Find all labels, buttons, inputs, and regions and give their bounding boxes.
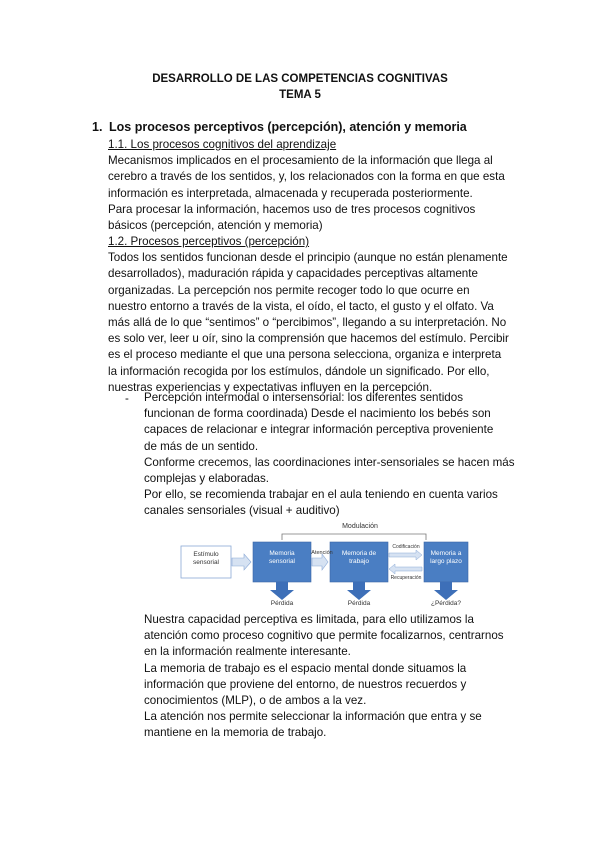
paragraph-line: es el proceso mediante el que una persona selecciona, organiza e interpreta bbox=[108, 348, 502, 362]
paragraph-line: Percepción intermodal o intersensorial: los diferentes sentidos bbox=[144, 391, 463, 404]
memory-model-diagram bbox=[180, 520, 470, 608]
paragraph-line: Todos los sentidos funcionan desde el principio (aunque no están plenamente bbox=[108, 251, 508, 265]
section-title: Los procesos perceptivos (percepción), atención y memoria bbox=[109, 120, 467, 134]
paragraph-line: información es interpretada, almacenada y recuperada posteriormente. bbox=[108, 186, 473, 200]
loss-label-2: Pérdida bbox=[347, 600, 371, 607]
loss-label-1: Pérdida bbox=[270, 600, 294, 607]
stimulus-label-line: Estímulo bbox=[193, 551, 219, 558]
attention-label: Atención bbox=[311, 550, 333, 556]
paragraph-line: conocimientos (MLP), o de ambos a la vez. bbox=[144, 694, 367, 708]
sensory-memory-label bbox=[253, 550, 311, 565]
modulation-bracket bbox=[282, 534, 426, 540]
paragraph-line: mantiene en la memoria de trabajo. bbox=[144, 726, 327, 740]
paragraph-line: información que proviene del entorno, de nuestros recuerdos y bbox=[144, 677, 467, 691]
subsection-heading: 1.2. Procesos perceptivos (percepción) bbox=[108, 235, 310, 248]
subsection-heading: 1.1. Los procesos cognitivos del aprendizaje bbox=[108, 138, 337, 151]
bullet-item bbox=[144, 390, 532, 520]
paragraph-line: organizadas. La percepción nos permite recoger todo lo que ocurre en bbox=[108, 283, 470, 297]
paragraph-line: la información recogida por los estímulos, dándole un significado. Por ello, bbox=[108, 364, 490, 378]
section-heading bbox=[92, 120, 467, 134]
long-term-memory-label bbox=[424, 550, 468, 565]
paragraph-line: Conforme crecemos, las coordinaciones inter-sensoriales se hacen más bbox=[144, 455, 515, 469]
box-label-line: Memoria de bbox=[341, 550, 377, 557]
modulation-label: Modulación bbox=[342, 523, 378, 530]
box-label-line: Memoria a bbox=[430, 550, 462, 557]
box-label-line: trabajo bbox=[349, 557, 369, 565]
subsection-1-1 bbox=[108, 137, 528, 234]
box-label-line: largo plazo bbox=[430, 557, 462, 565]
working-memory-label bbox=[330, 550, 388, 565]
arrow-loss-2 bbox=[347, 582, 371, 600]
arrow-stimulus-to-sensory bbox=[232, 554, 251, 570]
paragraph-line: Por ello, se recomienda trabajar en el aula teniendo en cuenta varios bbox=[144, 488, 498, 502]
paragraph-line: Nuestra capacidad perceptiva es limitada, para ello utilizamos la bbox=[144, 613, 474, 626]
paragraph-line: nuestras experiencias y expectativas influyen en la percepción. bbox=[108, 380, 433, 394]
box-label-line: sensorial bbox=[268, 557, 295, 565]
paragraph-line: La memoria de trabajo es el espacio mental donde situamos la bbox=[144, 661, 467, 675]
stimulus-label bbox=[181, 551, 231, 566]
paragraph-line: Mecanismos implicados en el procesamiento de la información que llega al bbox=[108, 154, 493, 168]
paragraph-line: en la información realmente interesante. bbox=[144, 645, 351, 659]
paragraph-line: atención como proceso cognitivo que permite focalizarnos, centrarnos bbox=[144, 629, 504, 643]
stimulus-label-line: sensorial bbox=[192, 558, 219, 566]
paragraph-line: cerebro a través de los sentidos, y, los relacionados con la forma en que esta bbox=[108, 170, 505, 184]
arrow-loss-1 bbox=[270, 582, 294, 600]
arrow-recovery bbox=[389, 564, 422, 574]
box-label-line: Memoria bbox=[269, 550, 295, 557]
paragraph-line: más allá de lo que “sentimos” o “percibimos”, llegando a su interpretación. No bbox=[108, 316, 507, 330]
paragraph-line: capaces de relacionar e integrar información perceptiva proveniente bbox=[144, 423, 494, 437]
paragraph-line: Para procesar la información, hacemos uso de tres procesos cognitivos bbox=[108, 202, 476, 216]
section-number: 1. bbox=[92, 120, 103, 134]
paragraph-line: es solo ver, leer u oír, sino la comprensión que hacemos del estímulo. Percibir bbox=[108, 332, 509, 346]
document-subtitle: TEMA 5 bbox=[279, 89, 321, 101]
subsection-1-2 bbox=[108, 234, 528, 396]
loss-label-3: ¿Pérdida? bbox=[431, 600, 461, 607]
post-diagram-paragraph bbox=[144, 612, 532, 742]
paragraph-line: nuestro entorno a través de la vista, el oído, el tacto, el gusto y el olfato. Va bbox=[108, 299, 494, 313]
coding-label: Codificación bbox=[392, 544, 420, 550]
paragraph-line: básicos (percepción, atención y memoria) bbox=[108, 219, 323, 233]
paragraph-line: canales sensoriales (visual + auditivo) bbox=[144, 504, 340, 518]
paragraph-line: La atención nos permite seleccionar la información que entra y se bbox=[144, 710, 482, 724]
recovery-label: Recuperación bbox=[390, 575, 422, 581]
arrow-loss-3 bbox=[434, 582, 458, 600]
bullet-marker: - bbox=[125, 392, 129, 405]
arrow-coding bbox=[389, 550, 422, 560]
paragraph-line: desarrollados), maduración rápida y capacidades perceptivas altamente bbox=[108, 267, 478, 281]
paragraph-line: de más de un sentido. bbox=[144, 439, 259, 453]
document-title: DESARROLLO DE LAS COMPETENCIAS COGNITIVAS bbox=[152, 73, 448, 85]
paragraph-line: complejas y elaboradas. bbox=[144, 472, 270, 486]
paragraph-line: funcionan de forma coordinada) Desde el nacimiento los bebés son bbox=[144, 407, 491, 421]
